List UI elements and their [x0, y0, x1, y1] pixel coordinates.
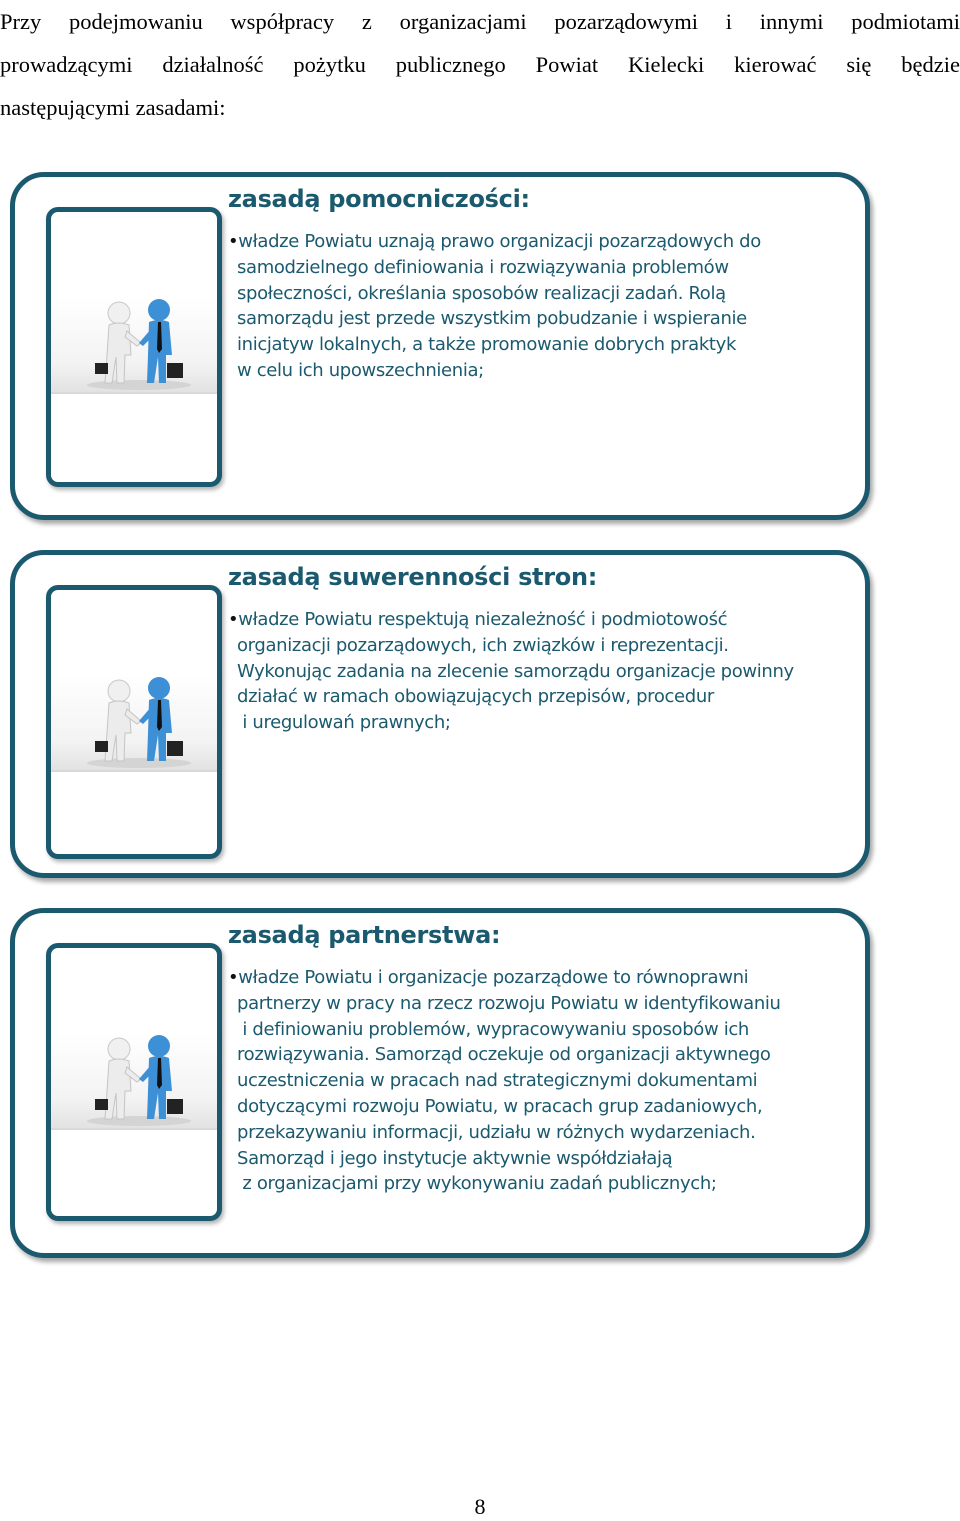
card-body-line: i uregulowań prawnych; [237, 712, 451, 734]
card-body [228, 229, 853, 384]
bullet-icon: • [228, 967, 239, 988]
card-body-line: rozwiązywania. Samorząd oczekuje od organizacji aktywnego [237, 1044, 771, 1066]
card-title: zasadą suwerenności stron: [228, 563, 598, 591]
handshake-figures-icon [79, 675, 199, 770]
page-number: 8 [474, 1494, 486, 1519]
card-body [228, 607, 853, 736]
card-body-line: z organizacjami przy wykonywaniu zadań publicznych; [237, 1173, 717, 1195]
card-body-line: •władze Powiatu uznają prawo organizacji pozarządowych do [228, 231, 761, 252]
card-body-line: społeczności, określania sposobów realizacji zadań. Rolą [237, 282, 726, 304]
card-body-line: w celu ich upowszechnienia; [237, 359, 484, 381]
card-body [228, 965, 853, 1197]
card-body-line: uczestniczenia w pracach nad strategicznymi dokumentami [237, 1070, 758, 1092]
card-body-line: partnerzy w pracy na rzecz rozwoju Powiatu w identyfikowaniu [237, 992, 781, 1014]
intro-line: następującymi zasadami: [0, 95, 226, 120]
intro-line: Przy podejmowaniu współpracy z organizacjami pozarządowymi i innymi podmiotami [0, 9, 960, 34]
card-body-line: •władze Powiatu respektują niezależność i podmiotowość [228, 609, 728, 630]
bullet-icon: • [228, 231, 239, 252]
card-body-line: organizacji pozarządowych, ich związków i reprezentacji. [237, 634, 729, 656]
card-body-line: samorządu jest przede wszystkim pobudzanie i wspieranie [237, 308, 747, 330]
card-body-line: •władze Powiatu i organizacje pozarządowe to równoprawni [228, 967, 749, 988]
handshake-figures-icon [79, 297, 199, 392]
handshake-figures-icon [79, 1033, 199, 1128]
card-body-line: działać w ramach obowiązujących przepisów, procedur [237, 686, 714, 708]
principle-card-subsidiarity [10, 172, 870, 520]
principle-card-partnership [10, 908, 870, 1258]
card-body-line: samodzielnego definiowania i rozwiązywania problemów [237, 256, 729, 278]
card-body-line: Samorząd i jego instytucje aktywnie współdziałają [237, 1147, 673, 1169]
intro-paragraph [0, 0, 960, 129]
card-title: zasadą partnerstwa: [228, 921, 501, 949]
intro-line: prowadzącymi działalność pożytku publicznego Powiat Kielecki kierować się będzie [0, 52, 960, 77]
card-body-line: inicjatyw lokalnych, a także promowanie dobrych praktyk [237, 334, 737, 356]
card-body-line: Wykonując zadania na zlecenie samorządu organizacje powinny [237, 660, 794, 682]
card-image-frame [46, 943, 222, 1221]
card-body-line: i definiowaniu problemów, wypracowywaniu sposobów ich [237, 1018, 749, 1040]
principle-card-sovereignty [10, 550, 870, 878]
card-image-frame [46, 585, 222, 859]
card-body-line: dotyczącymi rozwoju Powiatu, w pracach grup zadaniowych, [237, 1095, 763, 1117]
card-title: zasadą pomocniczości: [228, 185, 530, 213]
bullet-icon: • [228, 609, 239, 630]
card-body-line: przekazywaniu informacji, udziału w różnych wydarzeniach. [237, 1121, 756, 1143]
card-image-frame [46, 207, 222, 487]
